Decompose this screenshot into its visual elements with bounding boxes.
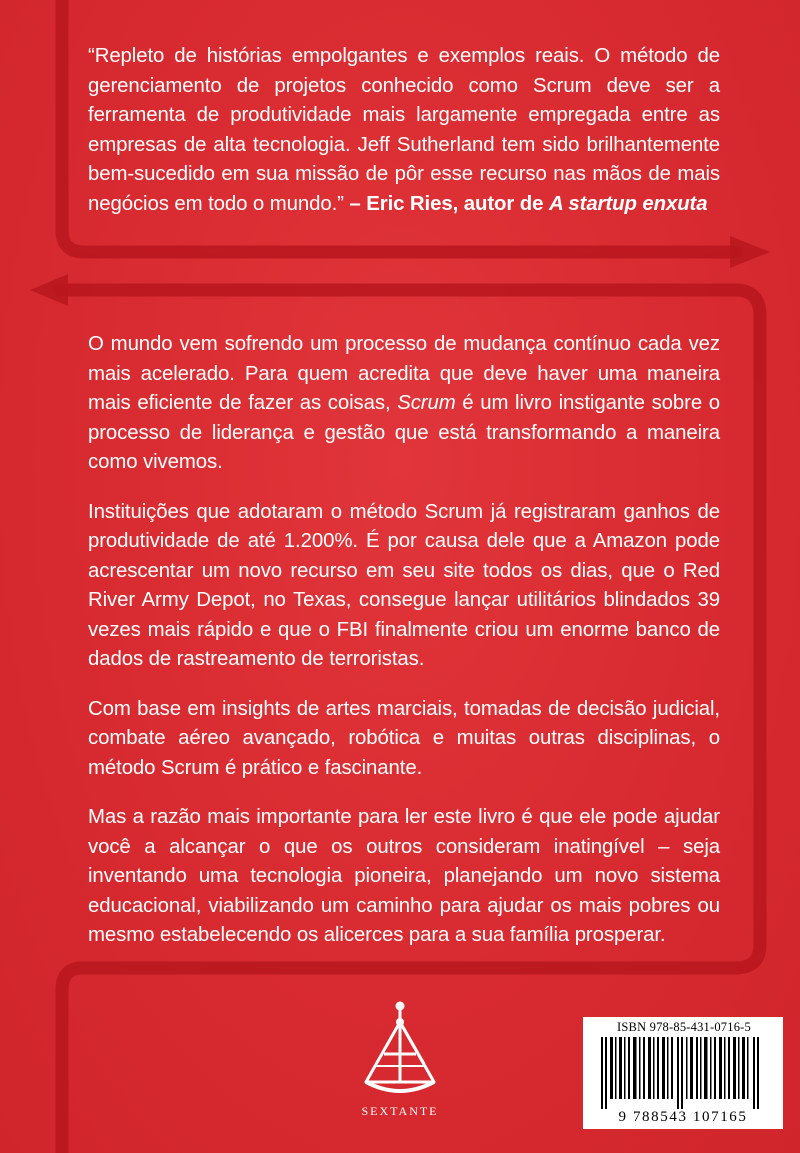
description-paragraph-3: Com base em insights de artes marciais, tomadas de decisão judicial, combate aéreo avançado, robótica e muitas outras disciplinas, o método Scrum é prático e fascinante. xyxy=(88,697,720,779)
book-description xyxy=(88,330,720,971)
publisher-name: SEXTANTE xyxy=(361,1104,439,1118)
sextant-icon xyxy=(340,1000,460,1104)
isbn-label: ISBN 978-85-431-0716-5 xyxy=(617,1020,751,1034)
left-arrow-head xyxy=(30,274,68,306)
description-paragraph-4: Mas a razão mais importante para ler este livro é que ele pode ajudar você a alcançar o que os outros consideram inatingível – seja inventando uma tecnologia pioneira, planejando um novo sistema educacional, viabilizando um caminho para ajudar os mais pobres ou mesmo estabelecendo os alicerces para a sua família prosperar. xyxy=(88,806,720,946)
endorsement-quote xyxy=(88,42,720,219)
isbn-barcode xyxy=(583,1017,783,1129)
barcode-bars xyxy=(593,1037,773,1109)
publisher-logo xyxy=(340,1000,460,1125)
book-title-italic: Scrum xyxy=(397,392,456,414)
right-arrow-head xyxy=(730,236,770,268)
description-paragraph-1: O mundo vem sofrendo um processo de mudança contínuo cada vez mais acelerado. Para quem acredita que deve haver uma maneira mais eficiente de fazer as coisas, Scrum é um livro instigante sobre o processo de liderança e gestão que está transformando a maneira como vivemos. xyxy=(88,333,720,473)
barcode-digits: 9 788543 107165 xyxy=(618,1109,748,1125)
quote-book-title: A startup enxuta xyxy=(548,192,708,215)
quote-text: “Repleto de histórias empolgantes e exemplos reais. O método de gerenciamento de projetos conhecido como Scrum deve ser a ferramenta de produtividade mais largamente empregada entre as empresas de alta tecnologia. Jeff Sutherland tem sido brilhantemente bem-sucedido em sua missão de pôr esse recurso nas mãos de mais negócios em todo o mundo.” xyxy=(88,45,720,215)
description-paragraph-2: Instituições que adotaram o método Scrum já registraram ganhos de produtividade de até 1.200%. É por causa dele que a Amazon pode acrescentar um novo recurso em seu site todos os dias, que o Red River Army Depot, no Texas, consegue lançar utilitários blindados 39 vezes mais rápido e que o FBI finalmente criou um enorme banco de dados de rastreamento de terroristas. xyxy=(88,500,720,670)
quote-author: – Eric Ries, autor de A startup enxuta xyxy=(349,192,708,215)
